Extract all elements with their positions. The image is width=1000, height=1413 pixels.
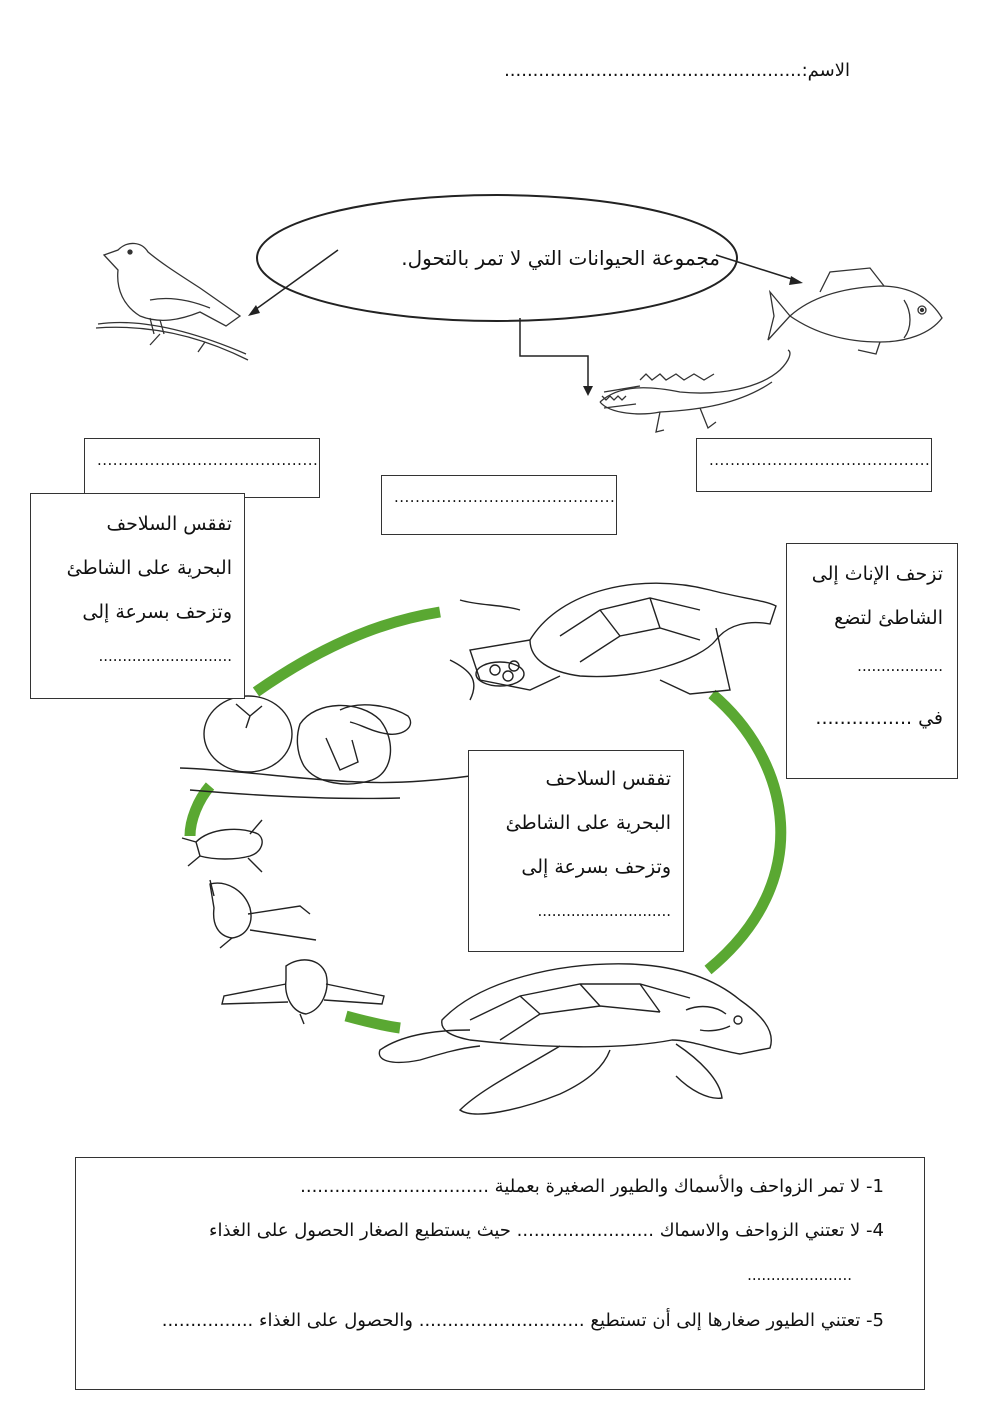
adult-turtle-illustration <box>379 964 771 1114</box>
side-box-right-line-2: الشاطئ لتضع <box>834 607 943 629</box>
side-box-left-line-2: البحرية على الشاطئ <box>66 557 232 579</box>
side-box-left-line-1: تفقس السلاحف <box>106 513 232 535</box>
side-box-left-line-4[interactable]: ............................ <box>98 647 232 665</box>
questions-box <box>75 1157 925 1390</box>
turtle-nesting-illustration <box>450 583 776 700</box>
question-5[interactable]: 5- تعتني الطيور صغارها إلى أن تستطيع ............................. والحصول على الغذاء ................ <box>161 1310 884 1331</box>
cycle-arc-bottom-left <box>346 1016 400 1028</box>
hatchling-turtles-illustration <box>182 820 384 1024</box>
name-label: الاسم:.................................................... <box>504 60 850 81</box>
concept-title-text: مجموعة الحيوانات التي لا تمر بالتحول. <box>401 246 720 270</box>
cycle-arc-right <box>708 694 781 970</box>
side-box-right <box>786 543 958 779</box>
question-4-continuation[interactable]: ...................... <box>747 1266 852 1284</box>
center-box-line-3: وتزحف بسرعة إلى <box>521 856 671 878</box>
center-box-line-1: تفقس السلاحف <box>545 768 671 790</box>
side-box-right-line-1: تزحف الإناث إلى <box>811 563 943 585</box>
side-box-left <box>30 493 245 699</box>
answer-box-fish-dots: .......................................... <box>709 451 931 469</box>
hatching-eggs-illustration <box>180 696 470 799</box>
side-box-right-line-3[interactable]: .................. <box>857 657 943 675</box>
side-box-right-line-4[interactable]: في ................ <box>815 707 943 729</box>
center-box-line-4[interactable]: ............................ <box>537 902 671 920</box>
question-4[interactable]: 4- لا تعتني الزواحف والاسماك ........................ حيث يستطيع الصغار الحصول على الغذاء <box>208 1220 884 1241</box>
cycle-arc-top-left <box>256 612 440 692</box>
answer-box-bird-dots: .......................................... <box>97 451 319 469</box>
question-1[interactable]: 1- لا تمر الزواحف والأسماك والطيور الصغيرة بعملية ................................. <box>300 1176 884 1197</box>
center-box-line-2: البحرية على الشاطئ <box>505 812 671 834</box>
cycle-arc-left-upper <box>190 786 210 836</box>
side-box-left-line-3: وتزحف بسرعة إلى <box>82 601 232 623</box>
center-box <box>468 750 684 952</box>
answer-box-crocodile-dots: .......................................... <box>394 488 616 506</box>
